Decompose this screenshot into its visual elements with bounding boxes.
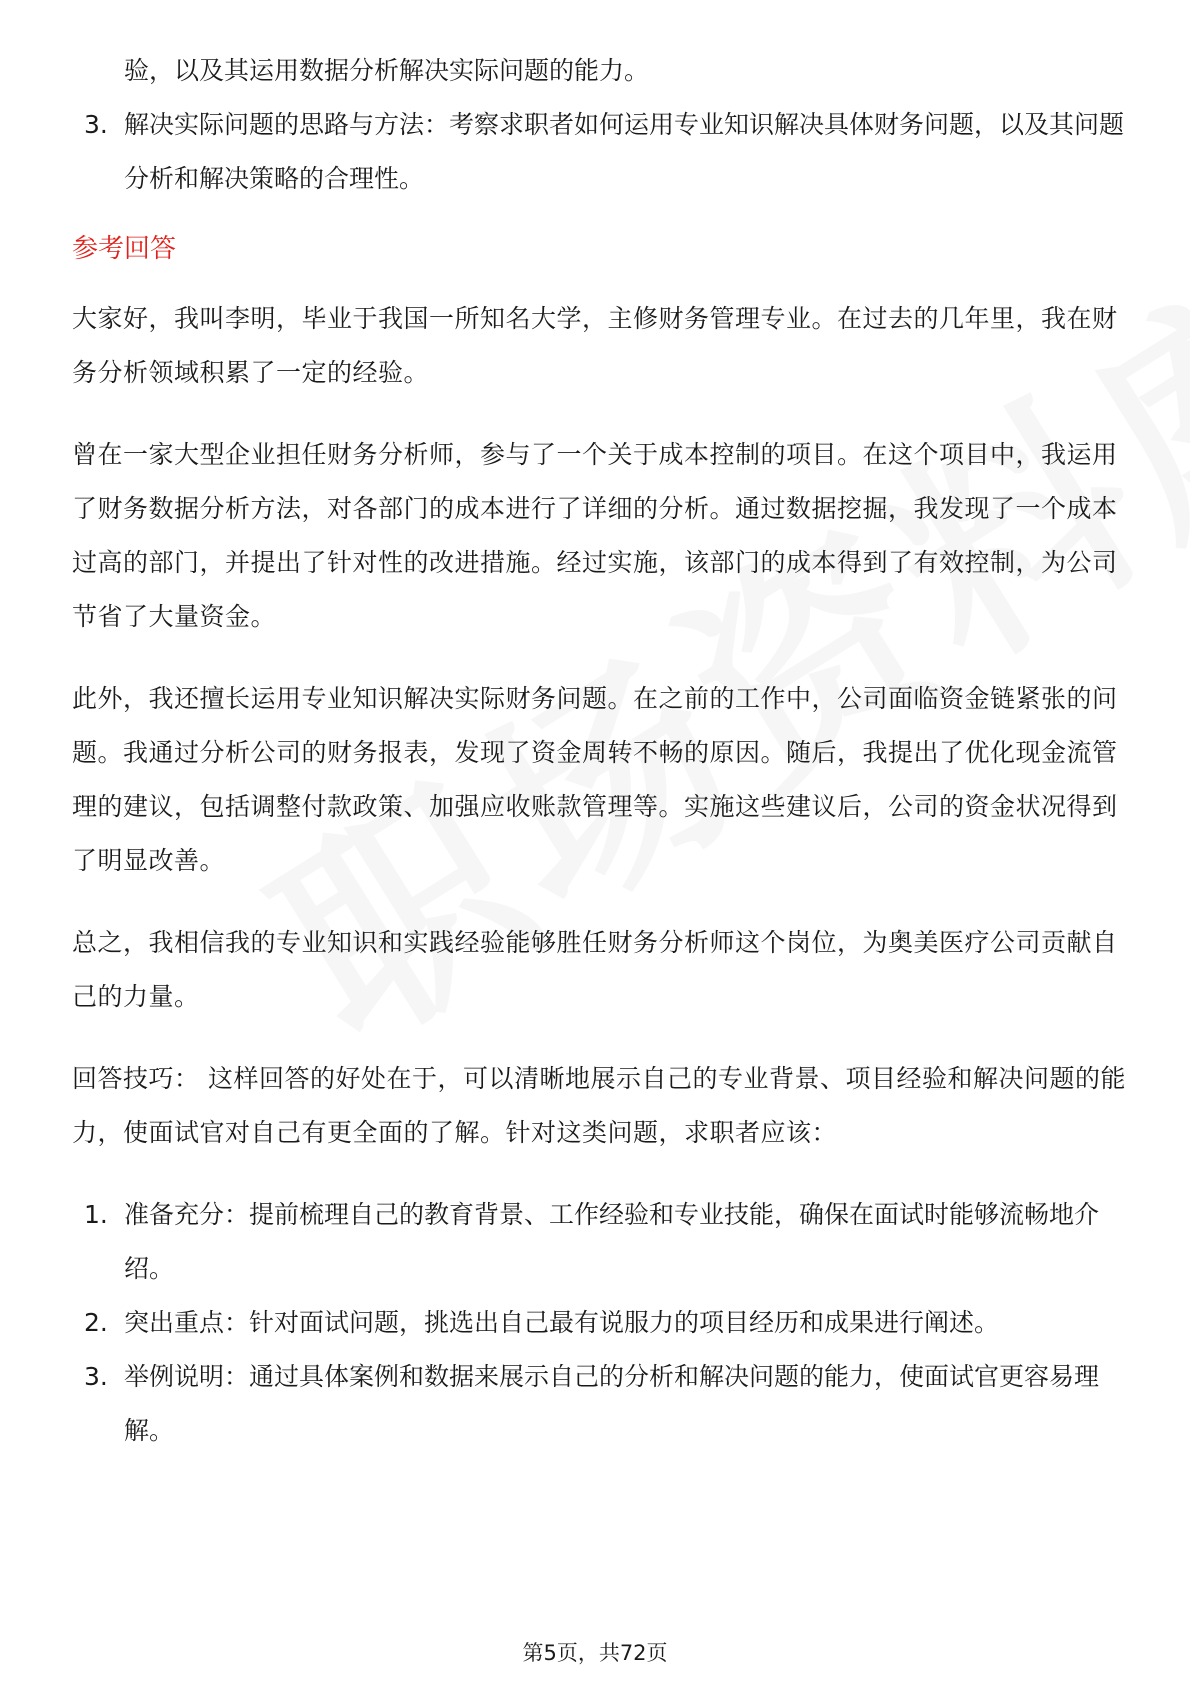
list-item-text: 解决实际问题的思路与方法：考察求职者如何运用专业知识解决具体财务问题，以及其问题分析和解决策略的合理性。 [124, 110, 1125, 193]
continuation-text: 验，以及其运用数据分析解决实际问题的能力。 [124, 56, 650, 85]
criteria-list [72, 98, 1132, 206]
document-page [72, 44, 1132, 1458]
paragraph: 曾在一家大型企业担任财务分析师，参与了一个关于成本控制的项目。在这个项目中，我运用了财务数据分析方法，对各部门的成本进行了详细的分析。通过数据挖掘，我发现了一个成本过高的部门，并提出了针对性的改进措施。经过实施，该部门的成本得到了有效控制，为公司节省了大量资金。 [72, 440, 1118, 631]
paragraph: 大家好，我叫李明，毕业于我国一所知名大学，主修财务管理专业。在过去的几年里，我在财务分析领域积累了一定的经验。 [72, 304, 1118, 387]
list-number: 1. [84, 1200, 108, 1229]
page-footer: 第5页，共72页 [522, 1641, 668, 1665]
list-item-text: 准备充分：提前梳理自己的教育背景、工作经验和专业技能，确保在面试时能够流畅地介绍。 [124, 1200, 1100, 1283]
list-item [72, 1350, 1132, 1458]
list-number: 3. [84, 1362, 108, 1391]
section-heading: 参考回答 [72, 234, 177, 264]
paragraph: 总之，我相信我的专业知识和实践经验能够胜任财务分析师这个岗位，为奥美医疗公司贡献自己的力量。 [72, 928, 1118, 1011]
tips-list [72, 1188, 1132, 1458]
list-number: 3. [84, 110, 108, 139]
list-item [72, 98, 1132, 206]
list-item [72, 1296, 1132, 1350]
list-item [72, 1188, 1132, 1296]
list-item-text: 突出重点：针对面试问题，挑选出自己最有说服力的项目经历和成果进行阐述。 [124, 1308, 1000, 1337]
paragraph: 此外，我还擅长运用专业知识解决实际财务问题。在之前的工作中，公司面临资金链紧张的问题。我通过分析公司的财务报表，发现了资金周转不畅的原因。随后，我提出了优化现金流管理的建议，包括调整付款政策、加强应收账款管理等。实施这些建议后，公司的资金状况得到了明显改善。 [72, 684, 1118, 875]
list-item-text: 举例说明：通过具体案例和数据来展示自己的分析和解决问题的能力，使面试官更容易理解。 [124, 1362, 1100, 1445]
paragraph: 回答技巧： 这样回答的好处在于，可以清晰地展示自己的专业背景、项目经验和解决问题的能力，使面试官对自己有更全面的了解。针对这类问题，求职者应该： [72, 1064, 1126, 1147]
list-number: 2. [84, 1308, 108, 1337]
